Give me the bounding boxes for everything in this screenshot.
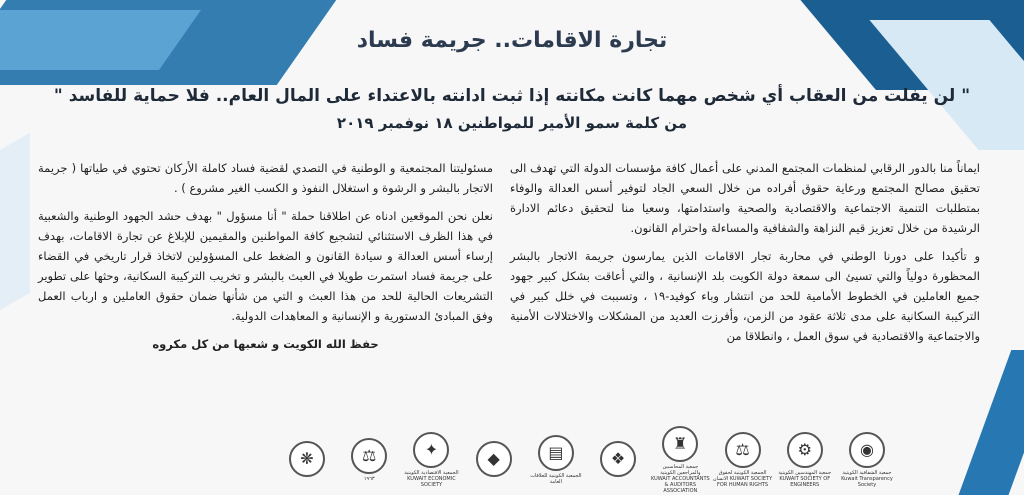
logo-icon: ▤: [538, 435, 574, 471]
logo-icon: ⚖: [351, 438, 387, 474]
kuwait-transparency-society-logo: [842, 432, 892, 488]
logo-icon: ⚖: [725, 432, 761, 468]
quote-source: من كلمة سمو الأمير للمواطنين ١٨ نوفمبر ٢٠١٩: [336, 114, 688, 132]
logo-icon: ⚙: [787, 432, 823, 468]
logo-icon: ◉: [849, 432, 885, 468]
logo-icon: ♜: [662, 426, 698, 462]
paragraph: و تأكيدا على دورنا الوطني في محاربة تجار الاقامات الذين يمارسون جريمة الاتجار بالبشر المحظورة دولياً والتي تسيئ الى سمعة دولة الكويت بلد الإنسانية ، والتي أعاقت بشكل كبير جهود جميع العاملين في الخطوط الأمامية للحد من انتشار وباء كوفيد-١٩ ، وتسببت في خلل كبير في التركيبة السكانية على مدى ثلاثة عقود من الزمن، وأفرزت العديد من المشكلات والاختلالات الأمنية والاجتماعية والاقتصادية في سوق العمل ، وانطلاقا من: [510, 249, 980, 343]
human-rights-society-logo: [712, 432, 773, 488]
closing-line: حفظ الله الكويت و شعبها من كل مكروه: [152, 337, 379, 351]
society-of-engineers-logo: [780, 432, 830, 488]
lawyers-association-logo: [344, 438, 394, 482]
decorative-shape-bottom-right: [957, 350, 1024, 495]
logo-caption: جمعية المهندسين الكويتية KUWAIT SOCIETY OF ENGINEERS: [778, 469, 832, 488]
logo-icon: ✦: [413, 432, 449, 468]
accountants-auditors-logo: [650, 426, 710, 494]
paragraph: ايماناً منا بالدور الرقابي لمنظمات المجتمع المدني على أعمال كافة مؤسسات الدولة التي تهدف الى تحقيق مصالح المجتمع ورعاية حقوق أفراده من خلال السعي الجاد لتوفير أسس العدالة والوفاء بمتطلبات التنمية الاجتماعية والاقتصادية والصحية واستدامتها، وسعيا منا لتحقيق دعائم الادارة الرشيدة من خلال تعزيز قيم النزاهة والشفافية والمساءلة واحترام القانون.: [510, 161, 980, 235]
economic-society-logo: [404, 432, 459, 488]
logo-caption: الجمعية الكويتية لحقوق الانسان KUWAIT SOCIETY FOR HUMAN RIGHTS: [712, 469, 773, 488]
body-column-left: [38, 158, 493, 362]
logo-caption: جمعية الشفافية الكويتية Kuwait Transparency Society: [841, 469, 893, 488]
logo-caption: الجمعية الاقتصادية الكويتية KUWAIT ECONOMIC SOCIETY: [404, 469, 459, 488]
society-logo-7: [469, 441, 519, 479]
paragraph: نعلن نحن الموقعين ادناه عن اطلاقنا حملة " أنا مسؤول " بهدف حشد الجهود الوطنية والشعبية في هذا الظرف الاستثنائي لتشجيع كافة المواطنين والمقيمين للإبلاغ عن تجارة الاقامات، بهدف إرساء أسس العدالة و سيادة القانون و الضغط على المسؤولين لاتخاذ قرار تاريخي في القضاء على جريمة فساد استمرت طويلا في العبث بالبشر و تخريب التركيبة السكانية، وحثها على تطوير التشريعات الحالية للحد من هذا العبث و التي من شأنها ضمان حقوق العاملين و ارباب العمل وفق المبادئ الدستورية و الإنسانية و المعاهدات الدولية.: [38, 209, 493, 323]
sponsor-logos: [282, 432, 893, 494]
society-logo-5: [593, 441, 643, 479]
logo-icon: ❋: [289, 441, 325, 477]
paragraph: مسئوليتنا المجتمعية و الوطنية في التصدي لقضية فساد كاملة الأركان تحتوي في طياتها ( جريمة الاتجار بالبشر و الرشوة و استغلال النفوذ و الكسب الغير مشروع ) .: [38, 161, 493, 195]
logo-caption: ١٩٦٣: [363, 475, 375, 482]
amir-quote: " لن يفلت من العقاب أي شخص مهما كانت مكانته إذا ثبت ادانته بالاعتداء على المال العام.. فلا حماية للفاسد ": [53, 86, 971, 106]
logo-caption: جمعية المحاسبين والمراجعين الكويتية KUWAIT ACCOUNTANTS & AUDITORS ASSOCIATION: [650, 463, 710, 494]
body-column-right: [510, 158, 980, 354]
society-logo-10: [282, 441, 332, 479]
public-relations-logo: [531, 435, 581, 485]
logo-caption: الجمعية الكويتية للعلاقات العامة: [530, 472, 582, 485]
page-title: تجارة الاقامات.. جريمة فساد: [356, 28, 668, 53]
decorative-shape-left: [0, 133, 30, 328]
logo-icon: ❖: [600, 441, 636, 477]
logo-icon: ◆: [476, 441, 512, 477]
